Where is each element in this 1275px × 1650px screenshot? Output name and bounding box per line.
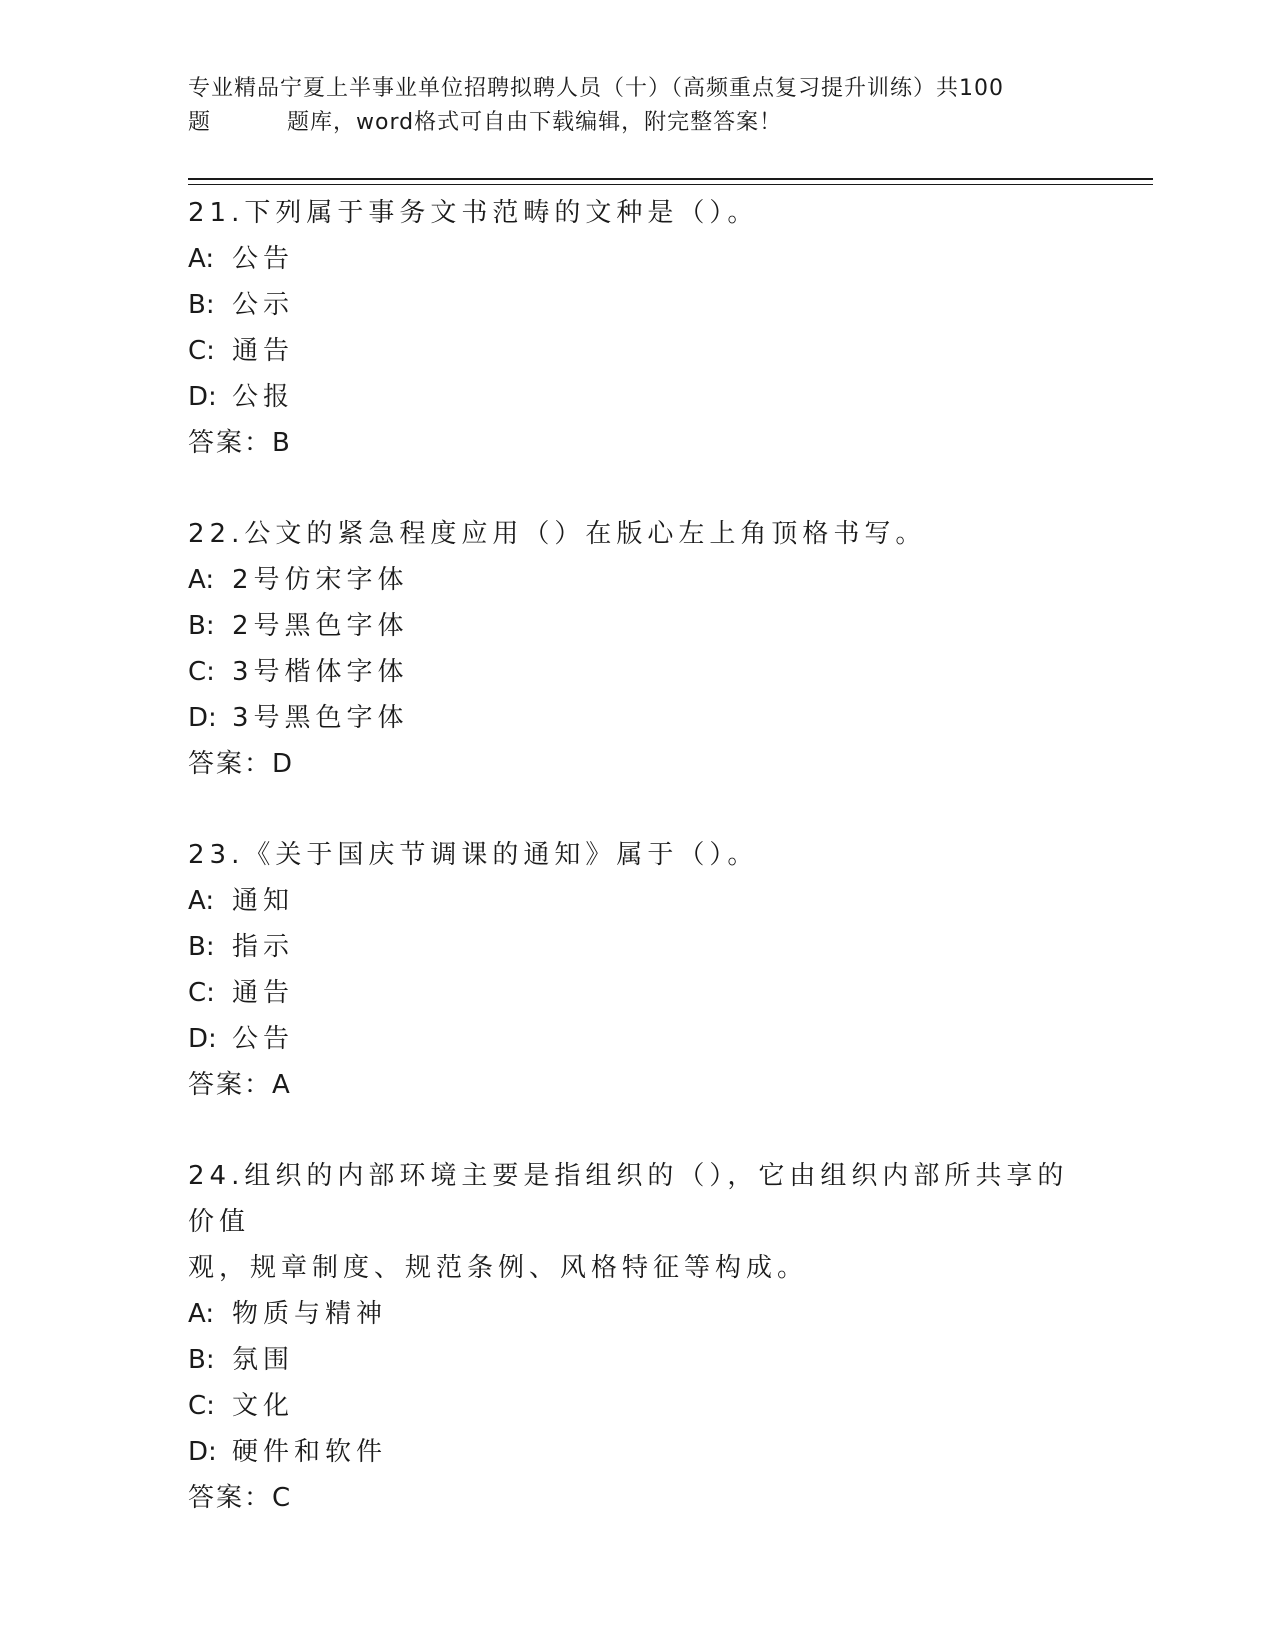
option-text: 通告 <box>232 978 295 1008</box>
question-text-line1: 24.组织的内部环境主要是指组织的（），它由组织内部所共享的价值 <box>188 1161 1069 1237</box>
answer-line: 答案：C <box>188 1483 293 1513</box>
question-text-line2: 观，规章制度、规范条例、风格特征等构成。 <box>188 1253 809 1283</box>
option-letter: D: <box>188 382 217 412</box>
option-letter: B: <box>188 290 215 320</box>
option-text: 2号黑色字体 <box>232 611 409 641</box>
option-text: 文化 <box>232 1391 295 1421</box>
option-d <box>188 695 1088 741</box>
option-text: 2号仿宋字体 <box>232 565 409 595</box>
question-text: 22.公文的紧急程度应用（）在版心左上角顶格书写。 <box>188 519 927 549</box>
option-a <box>188 878 1088 924</box>
option-text: 公告 <box>232 1024 295 1054</box>
answer-line: 答案：A <box>188 1070 292 1100</box>
question-list <box>188 190 1088 1521</box>
question-21 <box>188 190 1088 466</box>
option-letter: C: <box>188 978 215 1008</box>
option-letter: B: <box>188 1345 215 1375</box>
option-d <box>188 374 1088 420</box>
header-line2-right: 题库，word格式可自由下载编辑，附完整答案！ <box>287 110 783 135</box>
option-letter: D: <box>188 1024 217 1054</box>
option-d <box>188 1016 1088 1062</box>
option-c <box>188 1383 1088 1429</box>
option-b <box>188 603 1088 649</box>
question-22 <box>188 511 1088 787</box>
option-text: 通知 <box>232 886 295 916</box>
answer-line: 答案：D <box>188 749 295 779</box>
option-text: 公告 <box>232 244 295 274</box>
option-letter: C: <box>188 1391 215 1421</box>
option-letter: B: <box>188 611 215 641</box>
option-letter: A: <box>188 1299 215 1329</box>
option-text: 公示 <box>232 290 295 320</box>
header-title-line2 <box>188 106 1088 140</box>
option-text: 3号楷体字体 <box>232 657 409 687</box>
option-text: 物质与精神 <box>232 1299 388 1329</box>
option-a <box>188 236 1088 282</box>
header-divider-top <box>188 178 1153 180</box>
option-d <box>188 1429 1088 1475</box>
option-letter: D: <box>188 1437 217 1467</box>
option-text: 氛围 <box>232 1345 295 1375</box>
option-text: 指示 <box>232 932 295 962</box>
option-letter: C: <box>188 657 215 687</box>
option-letter: A: <box>188 565 215 595</box>
answer-line: 答案：B <box>188 428 292 458</box>
question-text: 23.《关于国庆节调课的通知》属于（）。 <box>188 840 759 870</box>
header-title-line1: 专业精品宁夏上半事业单位招聘拟聘人员（十）（高频重点复习提升训练）共100 <box>188 76 1004 101</box>
option-a <box>188 1291 1088 1337</box>
option-letter: B: <box>188 932 215 962</box>
option-text: 硬件和软件 <box>232 1437 388 1467</box>
question-text: 21.下列属于事务文书范畴的文种是（）。 <box>188 198 759 228</box>
option-letter: C: <box>188 336 215 366</box>
option-letter: A: <box>188 244 215 274</box>
option-c <box>188 328 1088 374</box>
document-header <box>188 72 1088 140</box>
option-c <box>188 970 1088 1016</box>
option-text: 3号黑色字体 <box>232 703 409 733</box>
option-text: 通告 <box>232 336 295 366</box>
option-text: 公报 <box>232 382 295 412</box>
option-b <box>188 1337 1088 1383</box>
option-letter: D: <box>188 703 217 733</box>
option-letter: A: <box>188 886 215 916</box>
question-23 <box>188 832 1088 1108</box>
option-a <box>188 557 1088 603</box>
option-b <box>188 282 1088 328</box>
header-divider-bottom <box>188 184 1153 185</box>
question-24 <box>188 1153 1088 1521</box>
option-c <box>188 649 1088 695</box>
option-b <box>188 924 1088 970</box>
header-line2-left: 题 <box>188 110 212 135</box>
